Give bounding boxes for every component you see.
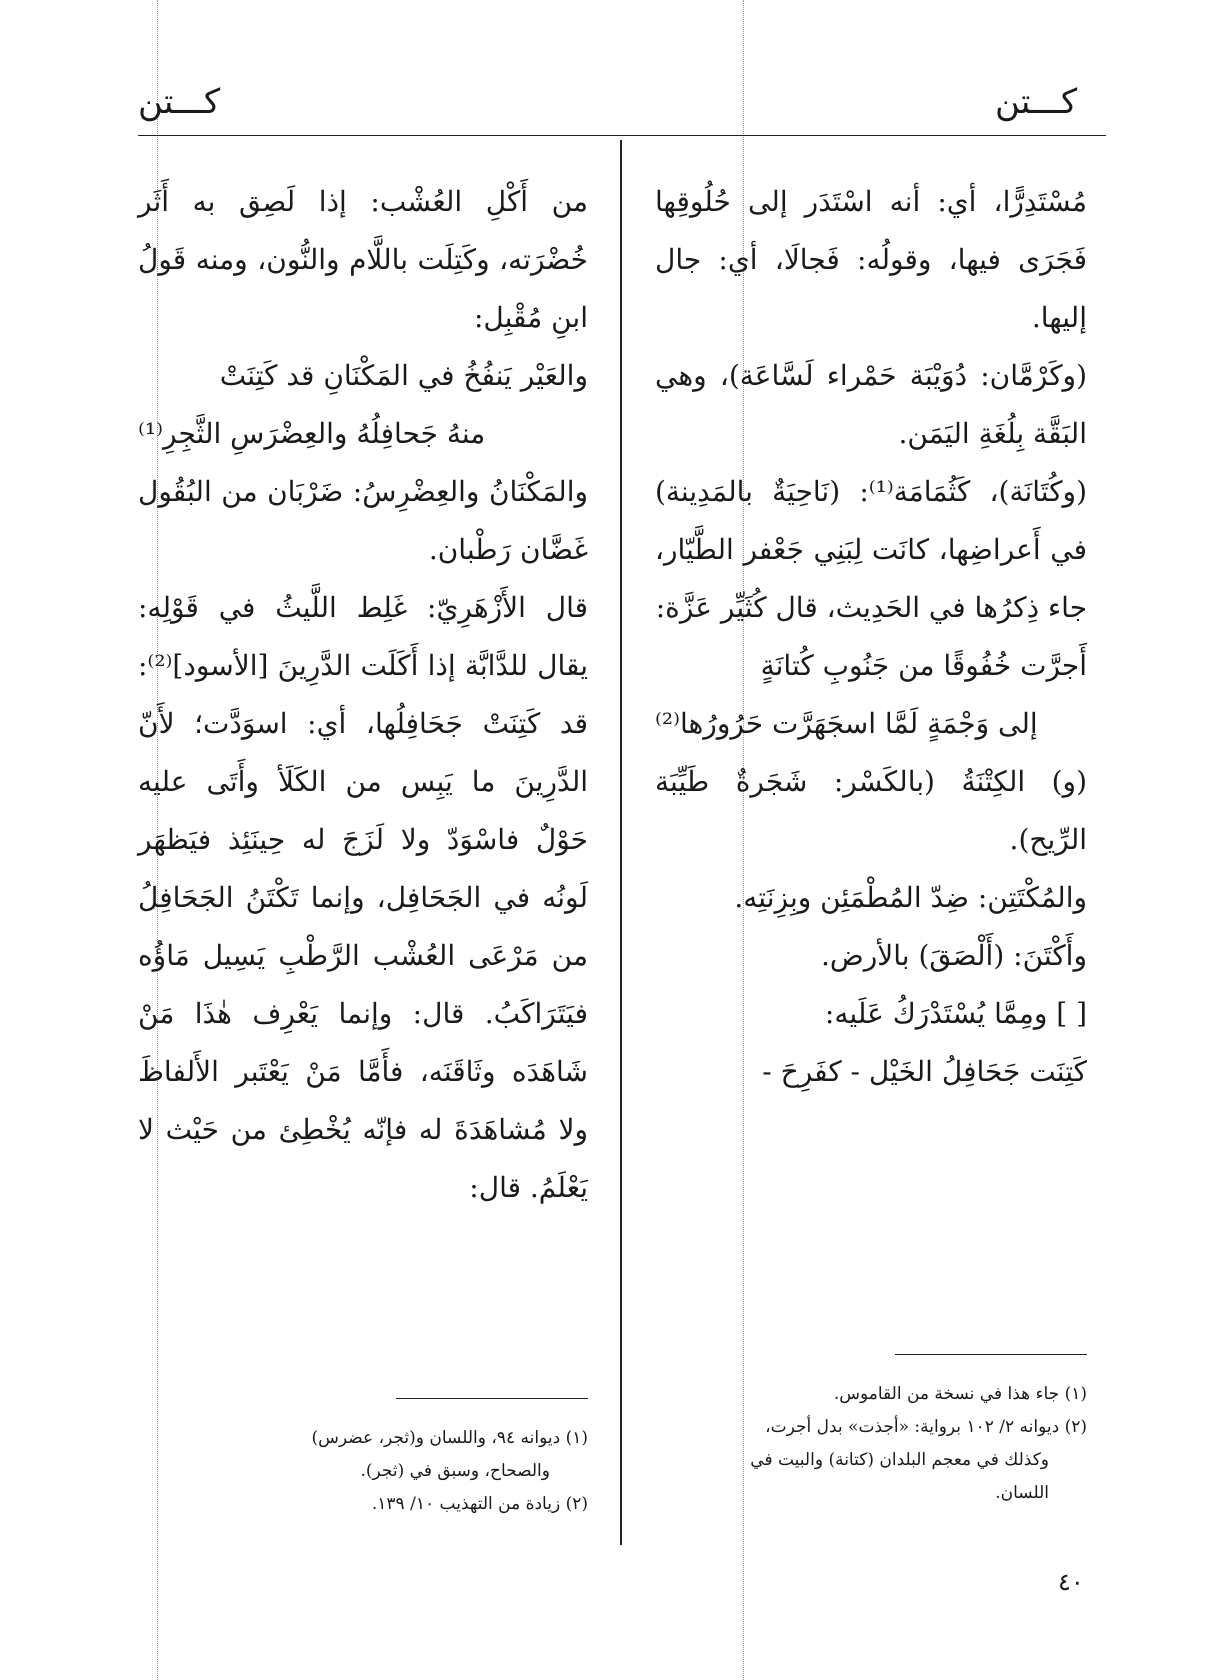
verse-line: والعَيْر يَنفُخُ في المَكْنَانِ قد كَتِنَتْ	[219, 359, 588, 392]
footnote: والصحاح، وسبق في (ثجر).	[360, 1461, 550, 1481]
paragraph: كَتِنَت جَحَافِلُ الخَيْل - كفَرِحَ -	[762, 1055, 1087, 1088]
paragraph: مُسْتَدِرًّا، أي: أنه اسْتَدَر إلى حُلُوقِها فَجَرَى فيها، وقولُه: فَجالَا، أي: جال إليها.	[655, 185, 1087, 334]
right-footnote-rule	[895, 1354, 1087, 1355]
paragraph: والمُكْتَتِن: ضِدّ المُطْمَئِن وبِزِنَتِه.	[734, 881, 1087, 914]
left-running-header: كـــتن	[138, 82, 221, 122]
footnote: (٢) زيادة من التهذيب ١٠/ ١٣٩.	[371, 1494, 588, 1514]
paragraph: (و) الكِتْنَةُ (بالكَسْر: شَجَرةٌ طَيِّبَة الرِّيح).	[655, 765, 1087, 856]
paragraph: من أَكْلِ العُشْب: إذا لَصِق به أَثَر خُضْرَته، وكَتِلَت باللَّام والنُّون، ومنه قَولُ ابنِ مُقْبِل:	[138, 185, 588, 334]
footnote: اللسان.	[995, 1483, 1049, 1503]
verse-line: إلى وَجْمَةٍ لَمَّا اسجَهَرَّت حَرُورُها⁽²⁾	[655, 707, 1038, 740]
paragraph: والمَكْنَانُ والعِضْرِسُ: ضَرْبَان من البُقُول غَضَّان رَطْبان.	[138, 475, 588, 566]
footnote: (١) ديوانه ٩٤، واللسان و(ثجر، عضرس)	[311, 1428, 588, 1448]
paragraph: (وكَرْمَّان: دُوَيْبَة حَمْراء لَسَّاعَة)، وهي البَقَّة بِلُغَةِ اليَمَن.	[655, 359, 1087, 450]
left-footnotes	[138, 1422, 588, 1521]
footnote: (١) جاء هذا في نسخة من القاموس.	[833, 1384, 1087, 1404]
page-number: ٤٠	[1058, 1568, 1084, 1596]
paragraph: وأَكْتَنَ: (أَلْصَقَ) بالأرض.	[821, 939, 1087, 972]
verse-line: منهُ جَحافِلُهُ والعِضْرَسِ الثَّجِرِ⁽¹⁾	[138, 417, 486, 450]
paragraph: (وكُتَانَة)، كَثُمَامَة⁽¹⁾: (نَاحِيَةٌ بالمَدِينة) في أَعراضِها، كانَت لِبَنِي جَعْفر الطَّيّار، جاء ذِكرُها في الحَدِيث، قال كُثَيِّر عَزَّة:	[655, 475, 1087, 624]
column-divider	[620, 140, 622, 1545]
header-rule	[138, 135, 1106, 136]
footnote: (٢) ديوانه ٢/ ١٠٢ برواية: «أجذت» بدل أجرت،	[765, 1417, 1087, 1437]
footnote: وكذلك في معجم البلدان (كتانة) والبيت في	[750, 1450, 1049, 1470]
verse-line: أَجرَّت خُفُوقًا من جَنُوبِ كُتانَةٍ	[760, 649, 1087, 682]
paragraph: [ ] ومِمَّا يُسْتَدْرَكُ عَلَيه:	[824, 997, 1087, 1030]
right-column	[655, 173, 1087, 1101]
paragraph: قال الأَزْهَرِيّ: غَلِط اللَّيثُ في قَوْلِه: يقال للدَّابَّة إذا أَكَلَت الدَّرِينَ [الأسود]⁽²⁾: قد كَتِنَتْ جَحَافِلُها، أي: اسوَدَّت؛ لأَنّ الدَّرِينَ ما يَبِس من الكَلَأ وأَتَى عليه حَوْلٌ فاسْوَدّ ولا لَزَجَ له حِينَئِذ فيَظهَر لَونُه في الجَحَافِل، وإنما تَكْتَنُ الجَحَافِلُ من مَرْعَى العُشْب الرَّطْبِ يَسِيل مَاؤُه فيَتَرَاكَبُ. قال: وإنما يَعْرِف هٰذَا مَنْ شَاهَدَه وثَاقَنَه، فأَمَّا مَنْ يَعْتَبر الأَلفاظَ ولا مُشاهَدَةَ له فإنّه يُخْطِئ من حَيْث لا يَعْلَمُ. قال:	[138, 591, 588, 1204]
left-footnote-rule	[396, 1398, 588, 1399]
left-column	[138, 173, 588, 1217]
right-running-header: كـــتن	[995, 82, 1078, 122]
right-footnotes	[655, 1378, 1087, 1510]
